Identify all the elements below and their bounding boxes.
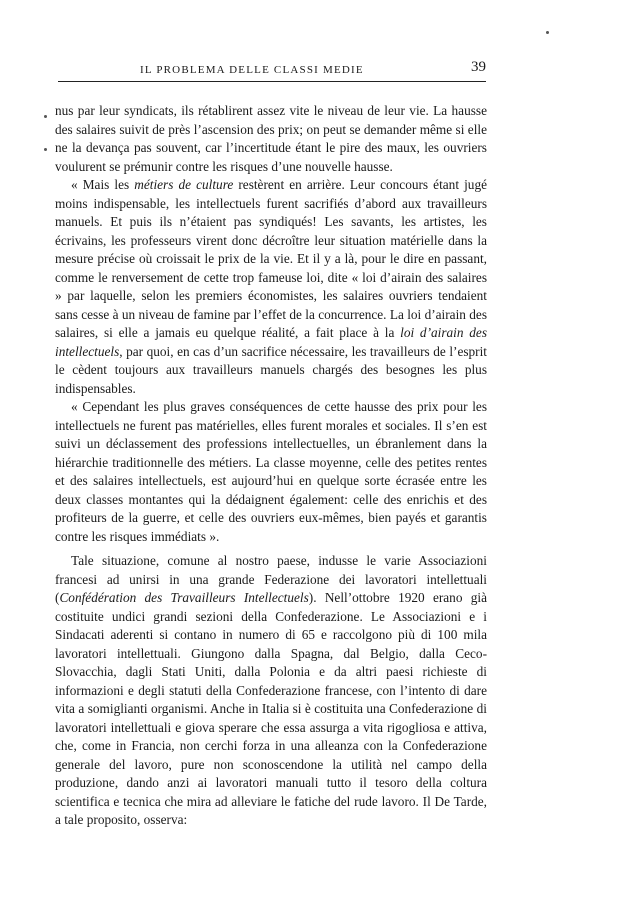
body-text (55, 102, 487, 830)
running-title: IL PROBLEMA DELLE CLASSI MEDIE (140, 64, 364, 76)
text-run: « Cependant les plus graves conséquences de cette hausse des prix pour les intellectuels ne furent pas matérielles, elles furent morales et sociales. Il s’en est suivi un déclassement des professions intellectuelles, un ébranlement dans la hiérarchie traditionnelle des métiers. La classe moyenne, celle des petites rentes et des salaires intellectuels, est aujourd’hui en quelque sorte écrasée entre les deux classes montantes qui la dédaignent également: celle des enrichis et des profiteurs de la guerre, et celle des ouvriers eux-mêmes, bien payés et garantis contre les risques immédiats ». (55, 399, 487, 544)
header-rule (58, 81, 486, 82)
italic-text: loi d’airain des intellectuels (55, 325, 487, 359)
italic-text: métiers de culture (134, 177, 234, 192)
page-number: 39 (471, 59, 486, 75)
paragraph (55, 176, 487, 398)
paragraph (55, 102, 487, 176)
text-run: restèrent en arrière. Leur concours étant jugé moins indispensable, les intellectuels furent sacrifiés d’abord aux travailleurs manuels. Et puis ils n’étaient pas syndiqués! Les savants, les artistes, les écrivains, les professeurs virent donc décroître leur situation matérielle dans la mesure précise où croissait le prix de la vie. Et il y a là, pour le dire en passant, comme le renversement de cette trop fameuse loi, dite « loi d’airain des salaires » par laquelle, selon les premiers économistes, les salaires ouvriers tendaient sans cesse à un niveau de famine par l’effet de la concurrence. La loi d’airain des salaires, si elle a jamais eu quelque réalité, a fait place à la (55, 177, 487, 340)
text-run: ). Nell’ottobre 1920 erano già costituite undici grandi sezioni della Confederazione. Le Associazioni e i Sindacati aderenti si contano in numero di 65 e raccolgono più di 100 mila lavoratori intellettuali. Giungono dalla Spagna, dal Belgio, dalla Ceco-Slovacchia, dagli Stati Uniti, dalla Polonia e da altri paesi richieste di informazioni e degli statuti della Confederazione francese, con l’intento di dare vita a somiglianti organismi. Anche in Italia si è costituita una Confederazione di lavoratori intellettuali e giova sperare che essa assurga a vita rigogliosa e attiva, che, come in Francia, non cerchi forza in una alleanza con la Confederazione generale del lavoro, pure non sconoscendone la utilità nel campo della produzione, dando anzi ai lavoratori manuali tutto il tesoro della coltura scientifica e tecnica che mira ad alleviare le fatiche del rude lavoro. Il De Tarde, a tale proposito, osserva: (55, 590, 487, 827)
paper-speck (44, 115, 47, 118)
paper-speck (44, 148, 47, 151)
italic-text: Confédération des Travailleurs Intellectuels (59, 590, 309, 605)
text-run: Tale situazione, comune al nostro paese, indusse le varie Associazioni francesi ad unirsi in una grande Federazione dei lavoratori intellettuali ( (55, 553, 487, 605)
text-run: « Mais les (71, 177, 135, 192)
paragraph (55, 398, 487, 546)
paragraph (55, 552, 487, 830)
text-run: , par quoi, en cas d’un sacrifice nécessaire, les travailleurs de l’esprit le cèdent toujours aux travailleurs manuels chargés des besognes les plus indispensables. (55, 343, 487, 396)
text-run: nus par leur syndicats, ils rétablirent assez vite le niveau de leur vie. La hausse des salaires suivit de près l’ascension des prix; on peut se demander même si elle ne la devança pas souvent, car l’incertitude étant le pire des maux, les ouvriers voulurent se prémunir contre les risques d’une nouvelle hausse. (55, 103, 487, 174)
paper-speck (546, 31, 549, 34)
running-header (58, 59, 486, 84)
